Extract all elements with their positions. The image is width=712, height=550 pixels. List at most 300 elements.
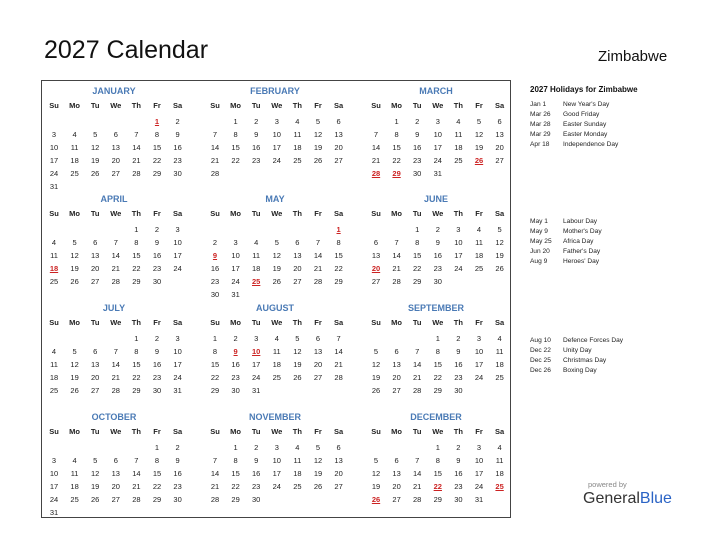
- holiday-list-item: [530, 366, 705, 376]
- day-cell: 17: [454, 251, 463, 260]
- weekday-label: We: [110, 427, 122, 436]
- day-cell: 15: [210, 360, 220, 369]
- day-cell: 8: [233, 130, 238, 139]
- day-cell: 1: [435, 334, 440, 343]
- month-name: OCTOBER: [91, 412, 137, 422]
- day-cell: 26: [495, 264, 504, 273]
- weekday-label: Fr: [314, 209, 322, 218]
- day-cell: 13: [334, 456, 343, 465]
- holiday-list-item: [530, 356, 705, 366]
- holiday-date: May 1: [530, 218, 548, 225]
- day-cell: 24: [173, 373, 182, 382]
- day-cell: 12: [371, 469, 381, 478]
- month-name: APRIL: [100, 194, 128, 204]
- day-cell: 11: [495, 347, 504, 356]
- day-cell: 4: [254, 238, 259, 247]
- day-cell: 12: [474, 130, 484, 139]
- day-cell: 16: [433, 251, 442, 260]
- day-cell: 6: [497, 117, 502, 126]
- day-cell: 10: [454, 238, 463, 247]
- brand-name-part2: Blue: [639, 490, 672, 507]
- day-cell: 18: [495, 360, 504, 369]
- day-cell: 2: [254, 117, 259, 126]
- day-cell: 28: [210, 169, 220, 178]
- weekday-label: Su: [371, 101, 381, 110]
- weekday-label: Th: [453, 101, 463, 110]
- day-cell: 2: [154, 225, 160, 234]
- holiday-day-cell: 9: [212, 251, 218, 260]
- month-september: [366, 298, 506, 406]
- day-cell: 30: [173, 495, 182, 504]
- day-cell: 6: [336, 443, 341, 452]
- day-cell: 9: [456, 347, 461, 356]
- holiday-list-item: [530, 120, 705, 130]
- day-cell: 23: [454, 373, 463, 382]
- day-cell: 27: [313, 373, 323, 382]
- day-cell: 6: [394, 347, 399, 356]
- day-cell: 21: [413, 482, 422, 491]
- weekday-label: Sa: [495, 101, 505, 110]
- day-cell: 31: [173, 386, 182, 395]
- day-cell: 2: [415, 117, 420, 126]
- day-cell: 19: [293, 360, 302, 369]
- day-cell: 5: [295, 334, 300, 343]
- day-cell: 14: [132, 143, 141, 152]
- holiday-day-cell: 10: [252, 347, 261, 356]
- day-cell: 10: [272, 456, 281, 465]
- weekday-label: Su: [49, 209, 59, 218]
- day-cell: 30: [252, 495, 261, 504]
- day-cell: 30: [231, 386, 240, 395]
- day-cell: 1: [134, 334, 139, 343]
- day-cell: 25: [272, 373, 281, 382]
- weekday-label: We: [110, 101, 122, 110]
- day-cell: 15: [231, 469, 240, 478]
- day-cell: 12: [313, 130, 323, 139]
- day-cell: 16: [210, 264, 220, 273]
- day-cell: 17: [173, 251, 182, 260]
- day-cell: 2: [175, 443, 180, 452]
- day-cell: 26: [371, 386, 381, 395]
- month-january: [44, 81, 184, 189]
- weekday-label: We: [271, 209, 283, 218]
- day-cell: 10: [433, 130, 442, 139]
- day-cell: 12: [70, 360, 79, 369]
- day-cell: 27: [91, 277, 100, 286]
- weekday-label: Sa: [334, 101, 344, 110]
- month-february: [205, 81, 345, 189]
- day-cell: 17: [231, 264, 240, 273]
- weekday-label: Tu: [90, 318, 100, 327]
- day-cell: 19: [371, 482, 381, 491]
- day-cell: 14: [413, 360, 422, 369]
- day-cell: 1: [233, 117, 238, 126]
- day-cell: 5: [373, 456, 379, 465]
- day-cell: 9: [154, 347, 160, 356]
- weekday-label: We: [432, 427, 444, 436]
- month-march: [366, 81, 506, 189]
- day-cell: 20: [313, 360, 323, 369]
- day-cell: 25: [70, 495, 79, 504]
- day-cell: 21: [210, 482, 220, 491]
- day-cell: 18: [272, 360, 281, 369]
- day-cell: 2: [233, 334, 238, 343]
- weekday-label: Fr: [314, 427, 322, 436]
- day-cell: 27: [334, 482, 343, 491]
- day-cell: 13: [91, 251, 100, 260]
- day-cell: 8: [154, 456, 160, 465]
- month-may: [205, 189, 345, 297]
- day-cell: 17: [474, 469, 484, 478]
- day-cell: 1: [435, 443, 440, 452]
- day-cell: 5: [72, 347, 77, 356]
- day-cell: 15: [132, 360, 141, 369]
- day-cell: 11: [293, 130, 302, 139]
- day-cell: 6: [113, 456, 118, 465]
- day-cell: 22: [334, 264, 343, 273]
- day-cell: 22: [433, 373, 442, 382]
- weekday-label: Sa: [495, 209, 505, 218]
- day-cell: 3: [476, 443, 482, 452]
- day-cell: 20: [334, 469, 343, 478]
- weekday-label: Tu: [90, 209, 100, 218]
- holiday-date: Aug 10: [530, 337, 551, 344]
- day-cell: 16: [231, 360, 240, 369]
- day-cell: 9: [154, 238, 160, 247]
- weekday-label: Fr: [475, 427, 483, 436]
- day-cell: 6: [93, 238, 98, 247]
- holiday-list-item: [530, 336, 705, 346]
- weekday-label: Mo: [230, 318, 242, 327]
- day-cell: 12: [371, 360, 381, 369]
- day-cell: 15: [334, 251, 343, 260]
- weekday-label: Sa: [495, 318, 505, 327]
- day-cell: 9: [254, 130, 259, 139]
- weekday-label: Fr: [153, 101, 161, 110]
- day-cell: 21: [111, 264, 120, 273]
- weekday-label: We: [110, 318, 122, 327]
- day-cell: 13: [334, 130, 343, 139]
- holiday-date: Dec 25: [530, 357, 551, 364]
- day-cell: 21: [334, 360, 343, 369]
- holiday-date: Mar 26: [530, 111, 551, 118]
- weekday-label: We: [432, 209, 444, 218]
- holiday-name: Independence Day: [563, 141, 619, 148]
- day-cell: 4: [72, 456, 77, 465]
- holiday-list-item: [530, 227, 705, 237]
- day-cell: 20: [91, 373, 100, 382]
- day-cell: 20: [293, 264, 302, 273]
- day-cell: 8: [212, 347, 218, 356]
- day-cell: 29: [334, 277, 343, 286]
- weekday-label: Sa: [334, 427, 344, 436]
- day-cell: 26: [91, 169, 100, 178]
- weekday-label: Th: [292, 427, 302, 436]
- day-cell: 16: [252, 469, 261, 478]
- weekday-label: Th: [131, 427, 141, 436]
- day-cell: 6: [93, 347, 98, 356]
- day-cell: 27: [111, 495, 120, 504]
- day-cell: 24: [49, 169, 59, 178]
- weekday-label: Tu: [412, 318, 422, 327]
- powered-by-label: powered by: [588, 480, 627, 489]
- day-cell: 29: [132, 277, 141, 286]
- day-cell: 21: [132, 482, 141, 491]
- day-cell: 30: [210, 290, 220, 299]
- weekday-label: Sa: [334, 209, 344, 218]
- day-cell: 20: [495, 143, 504, 152]
- weekday-label: Th: [131, 209, 141, 218]
- day-cell: 8: [336, 238, 341, 247]
- weekday-label: Tu: [251, 101, 261, 110]
- holiday-list-item: [530, 130, 705, 140]
- day-cell: 2: [254, 443, 259, 452]
- day-cell: 28: [392, 277, 401, 286]
- day-cell: 19: [91, 156, 100, 165]
- holiday-day-cell: 1: [336, 225, 341, 234]
- day-cell: 25: [293, 482, 302, 491]
- day-cell: 28: [132, 169, 141, 178]
- day-cell: 2: [154, 334, 160, 343]
- day-cell: 5: [274, 238, 279, 247]
- day-cell: 30: [413, 169, 422, 178]
- month-april: [44, 189, 184, 297]
- weekday-label: Sa: [334, 318, 344, 327]
- day-cell: 25: [293, 156, 302, 165]
- day-cell: 21: [371, 156, 381, 165]
- day-cell: 3: [51, 130, 57, 139]
- brand-name: [583, 490, 672, 508]
- day-cell: 10: [231, 251, 240, 260]
- day-cell: 10: [49, 469, 59, 478]
- day-cell: 24: [231, 277, 240, 286]
- weekday-label: Su: [210, 101, 220, 110]
- day-cell: 23: [152, 373, 162, 382]
- day-cell: 30: [454, 495, 463, 504]
- holiday-list-item: [530, 247, 705, 257]
- weekday-label: Su: [371, 427, 381, 436]
- holiday-list-item: [530, 257, 705, 267]
- day-cell: 3: [476, 334, 482, 343]
- day-cell: 17: [433, 143, 442, 152]
- day-cell: 29: [210, 386, 220, 395]
- weekday-label: Su: [210, 318, 220, 327]
- weekday-label: We: [432, 318, 444, 327]
- weekday-label: Fr: [475, 318, 483, 327]
- month-december: [366, 407, 506, 515]
- weekday-label: Mo: [69, 101, 81, 110]
- day-cell: 28: [111, 386, 120, 395]
- day-cell: 31: [231, 290, 240, 299]
- day-cell: 23: [252, 156, 261, 165]
- day-cell: 9: [175, 130, 180, 139]
- day-cell: 17: [173, 360, 182, 369]
- weekday-label: Sa: [173, 209, 183, 218]
- day-cell: 12: [313, 456, 323, 465]
- day-cell: 21: [210, 156, 220, 165]
- day-cell: 31: [252, 386, 261, 395]
- day-cell: 29: [433, 495, 442, 504]
- day-cell: 23: [433, 264, 442, 273]
- day-cell: 19: [313, 469, 323, 478]
- weekday-label: Fr: [475, 209, 483, 218]
- holiday-list-item: [530, 237, 705, 247]
- day-cell: 7: [315, 238, 321, 247]
- day-cell: 12: [70, 251, 79, 260]
- day-cell: 4: [295, 117, 300, 126]
- day-cell: 26: [91, 495, 100, 504]
- day-cell: 16: [152, 360, 162, 369]
- day-cell: 4: [476, 225, 482, 234]
- day-cell: 4: [497, 443, 502, 452]
- day-cell: 17: [272, 469, 281, 478]
- day-cell: 18: [293, 469, 302, 478]
- day-cell: 1: [212, 334, 218, 343]
- day-cell: 14: [334, 347, 343, 356]
- month-name: JANUARY: [92, 86, 136, 96]
- month-name: MARCH: [419, 86, 453, 96]
- holiday-list-item: [530, 140, 705, 150]
- day-cell: 3: [254, 334, 259, 343]
- day-cell: 22: [152, 156, 162, 165]
- day-cell: 14: [392, 251, 401, 260]
- day-cell: 2: [456, 334, 461, 343]
- day-cell: 23: [210, 277, 220, 286]
- holiday-name: Boxing Day: [563, 367, 597, 374]
- holiday-date: Jun 20: [530, 248, 550, 255]
- day-cell: 16: [173, 143, 182, 152]
- day-cell: 8: [435, 347, 440, 356]
- day-cell: 12: [293, 347, 302, 356]
- month-name: JUNE: [423, 194, 448, 204]
- holiday-name: Mother's Day: [563, 228, 602, 235]
- day-cell: 22: [152, 482, 162, 491]
- day-cell: 5: [315, 117, 321, 126]
- holiday-name: Unity Day: [563, 347, 592, 354]
- day-cell: 2: [175, 117, 180, 126]
- weekday-label: Sa: [173, 101, 183, 110]
- month-name: AUGUST: [256, 303, 294, 313]
- day-cell: 28: [132, 495, 141, 504]
- calendar-grid: [41, 80, 511, 518]
- day-cell: 27: [91, 386, 100, 395]
- day-cell: 17: [272, 143, 281, 152]
- day-cell: 24: [252, 373, 261, 382]
- weekday-label: Su: [210, 427, 220, 436]
- day-cell: 25: [49, 386, 59, 395]
- day-cell: 27: [293, 277, 302, 286]
- day-cell: 17: [49, 156, 59, 165]
- day-cell: 20: [111, 482, 120, 491]
- day-cell: 3: [274, 117, 279, 126]
- day-cell: 19: [91, 482, 100, 491]
- holiday-day-cell: 26: [371, 495, 381, 504]
- day-cell: 1: [394, 117, 399, 126]
- day-cell: 24: [49, 495, 59, 504]
- day-cell: 15: [413, 251, 422, 260]
- day-cell: 21: [413, 373, 422, 382]
- day-cell: 18: [49, 373, 59, 382]
- day-cell: 2: [435, 225, 440, 234]
- day-cell: 8: [233, 456, 238, 465]
- weekday-label: Th: [131, 318, 141, 327]
- month-name: DECEMBER: [410, 412, 462, 422]
- day-cell: 30: [152, 277, 162, 286]
- day-cell: 4: [456, 117, 461, 126]
- holiday-list-item: [530, 100, 705, 110]
- day-cell: 8: [394, 130, 399, 139]
- day-cell: 14: [210, 469, 220, 478]
- day-cell: 29: [152, 169, 162, 178]
- day-cell: 18: [293, 143, 302, 152]
- day-cell: 6: [373, 238, 379, 247]
- day-cell: 7: [336, 334, 341, 343]
- weekday-label: Mo: [230, 427, 242, 436]
- day-cell: 24: [474, 482, 484, 491]
- day-cell: 20: [334, 143, 343, 152]
- weekday-label: We: [110, 209, 122, 218]
- weekday-label: Fr: [153, 318, 161, 327]
- weekday-label: Mo: [391, 101, 403, 110]
- day-cell: 16: [152, 251, 162, 260]
- weekday-label: Sa: [495, 427, 505, 436]
- holiday-name: Labour Day: [563, 218, 598, 225]
- day-cell: 22: [132, 264, 141, 273]
- weekday-label: Tu: [251, 209, 261, 218]
- day-cell: 23: [152, 264, 162, 273]
- holiday-list-item: [530, 346, 705, 356]
- day-cell: 8: [415, 238, 420, 247]
- day-cell: 19: [313, 143, 323, 152]
- day-cell: 16: [454, 469, 463, 478]
- day-cell: 23: [252, 482, 261, 491]
- day-cell: 30: [433, 277, 442, 286]
- day-cell: 12: [272, 251, 281, 260]
- holiday-name: New Year's Day: [563, 101, 610, 108]
- holiday-day-cell: 25: [495, 482, 504, 491]
- day-cell: 18: [474, 251, 484, 260]
- day-cell: 29: [231, 495, 240, 504]
- weekday-label: Su: [49, 318, 59, 327]
- holiday-date: May 9: [530, 228, 548, 235]
- day-cell: 23: [173, 482, 182, 491]
- month-july: [44, 298, 184, 406]
- day-cell: 24: [272, 156, 281, 165]
- day-cell: 15: [392, 143, 401, 152]
- weekday-label: Th: [292, 318, 302, 327]
- holiday-day-cell: 26: [474, 156, 484, 165]
- day-cell: 22: [132, 373, 141, 382]
- day-cell: 7: [212, 130, 218, 139]
- day-cell: 4: [51, 347, 57, 356]
- day-cell: 8: [154, 130, 160, 139]
- day-cell: 5: [72, 238, 77, 247]
- day-cell: 9: [415, 130, 420, 139]
- weekday-label: Mo: [69, 318, 81, 327]
- day-cell: 14: [210, 143, 220, 152]
- day-cell: 13: [293, 251, 302, 260]
- day-cell: 9: [175, 456, 180, 465]
- day-cell: 11: [50, 251, 58, 260]
- day-cell: 28: [334, 373, 343, 382]
- day-cell: 3: [456, 225, 461, 234]
- brand-name-part1: General: [583, 490, 640, 507]
- weekday-label: Su: [371, 318, 381, 327]
- weekday-label: Su: [371, 209, 381, 218]
- day-cell: 16: [173, 469, 182, 478]
- day-cell: 24: [433, 156, 442, 165]
- holiday-list-item: [530, 110, 705, 120]
